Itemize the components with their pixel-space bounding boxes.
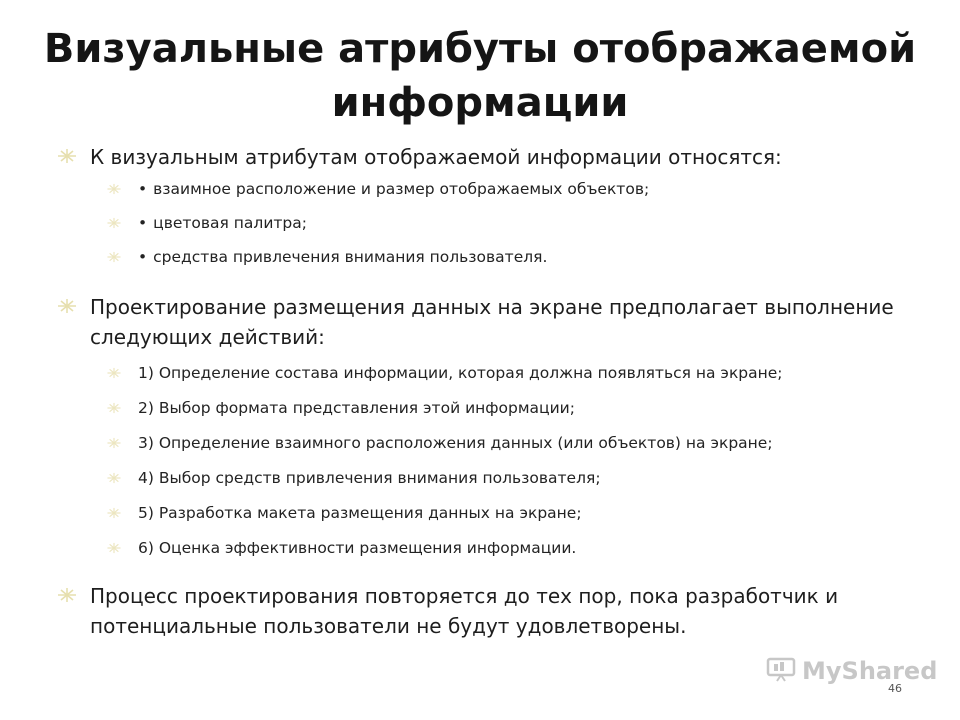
sparkle-bullet-icon — [106, 436, 122, 450]
bullet-level2 — [56, 537, 916, 559]
sparkle-bullet-icon — [106, 506, 122, 520]
bullet-text: 6) Оценка эффективности размещения информации. — [138, 539, 577, 557]
bullet-text: Процесс проектирования повторяется до тех пор, пока разработчик и потенциальные пользователи не будут удовлетворены. — [90, 584, 839, 638]
watermark-text: MyShared — [802, 657, 938, 685]
sparkle-bullet-icon — [106, 366, 122, 380]
sparkle-bullet-icon — [106, 401, 122, 415]
sparkle-bullet-icon — [106, 250, 122, 264]
bullet-level2 — [56, 432, 916, 454]
sparkle-bullet-icon — [106, 216, 122, 230]
bullet-text: 2) Выбор формата представления этой информации; — [138, 399, 575, 417]
bullet-level1 — [56, 581, 916, 641]
bullet-text: взаимное расположение и размер отображаемых объектов; — [153, 180, 650, 198]
bullet-text: К визуальным атрибутам отображаемой информации относятся: — [90, 145, 782, 169]
bullet-text: 5) Разработка макета размещения данных на экране; — [138, 504, 582, 522]
bullet-text: цветовая палитра; — [153, 214, 307, 232]
sparkle-bullet-icon — [56, 148, 78, 164]
slide-content — [56, 142, 916, 641]
slide-title: Визуальные атрибуты отображаемой информации — [43, 26, 917, 126]
bullet-level2 — [56, 178, 916, 200]
bullet-level2 — [56, 362, 916, 384]
bullet-level2 — [56, 502, 916, 524]
bullet-text: 4) Выбор средств привлечения внимания пользователя; — [138, 469, 601, 487]
sparkle-bullet-icon — [106, 182, 122, 196]
bullet-text: Проектирование размещения данных на экране предполагает выполнение следующих действий: — [90, 295, 894, 349]
bullet-level2 — [56, 467, 916, 489]
bullet-level2 — [56, 246, 916, 268]
page-number: 46 — [888, 682, 902, 695]
sparkle-bullet-icon — [56, 298, 78, 314]
sparkle-bullet-icon — [56, 587, 78, 603]
bullet-level1 — [56, 292, 916, 352]
bullet-text: 1) Определение состава информации, которая должна появляться на экране; — [138, 364, 783, 382]
bullet-text: 3) Определение взаимного расположения данных (или объектов) на экране; — [138, 434, 773, 452]
presentation-icon — [766, 656, 796, 686]
bullet-level1 — [56, 142, 916, 172]
sparkle-bullet-icon — [106, 471, 122, 485]
bullet-dot: • — [138, 248, 148, 266]
bullet-text: средства привлечения внимания пользователя. — [153, 248, 548, 266]
bullet-level2 — [56, 397, 916, 419]
bullet-dot: • — [138, 180, 148, 198]
watermark — [766, 656, 937, 686]
bullet-level2 — [56, 212, 916, 234]
bullet-dot: • — [138, 214, 148, 232]
sparkle-bullet-icon — [106, 541, 122, 555]
